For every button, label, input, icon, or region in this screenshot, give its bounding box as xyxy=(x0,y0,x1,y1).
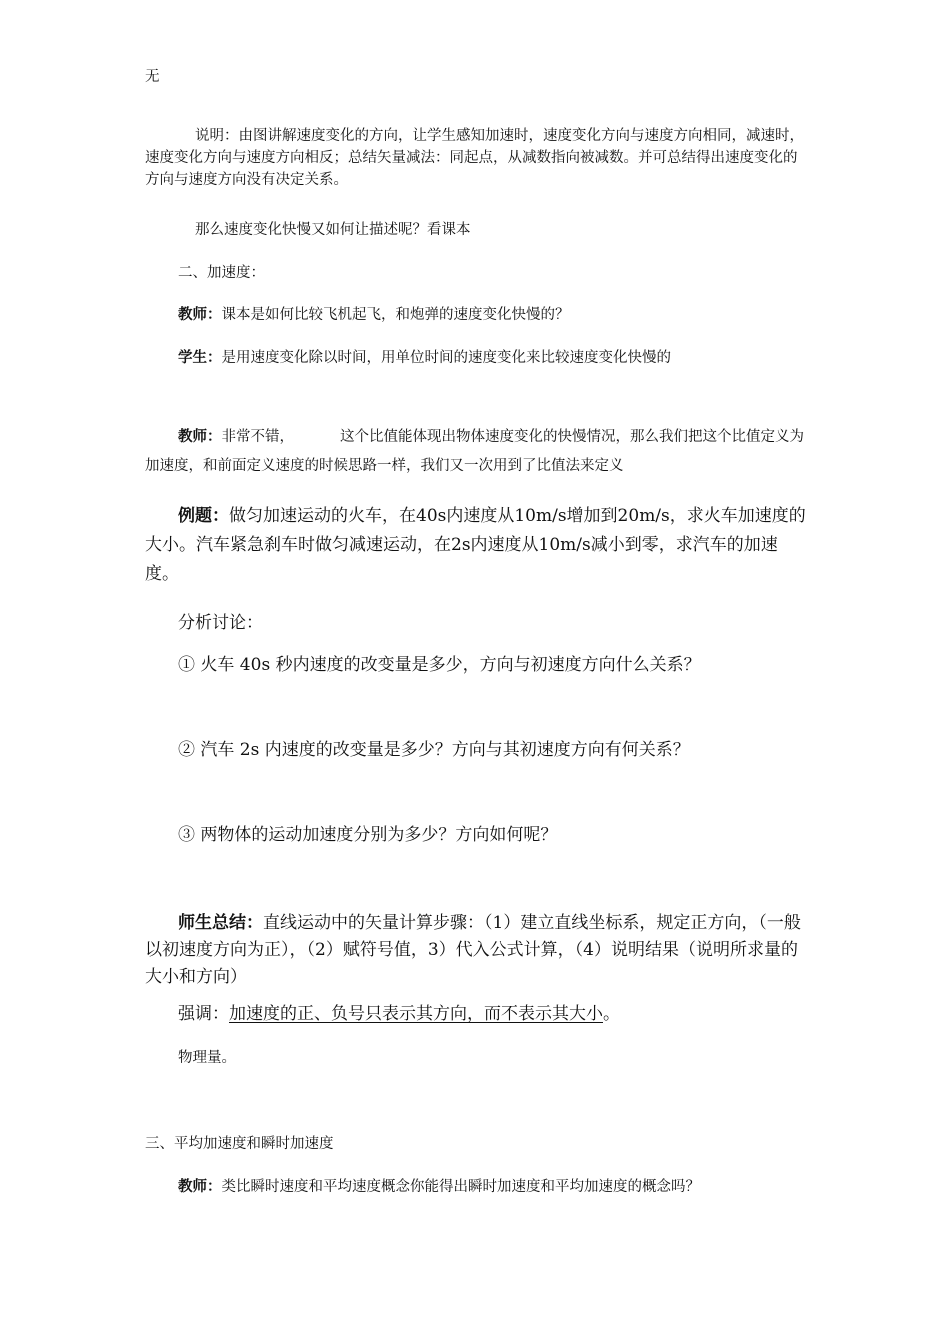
speaker-label: 教师： xyxy=(178,1178,222,1195)
emphasis-end: 。 xyxy=(603,1004,620,1024)
summary-label: 师生总结： xyxy=(178,913,263,933)
transition-question: 那么速度变化快慢又如何让描述呢？看课本 xyxy=(195,222,471,238)
summary-paragraph xyxy=(145,910,807,991)
speaker-label: 教师： xyxy=(178,306,222,323)
dialogue-text: 类比瞬时速度和平均速度概念你能得出瞬时加速度和平均加速度的概念吗？ xyxy=(221,1179,700,1195)
physics-quantity-text: 物理量。 xyxy=(178,1050,236,1066)
text-none: 无 xyxy=(145,69,160,85)
student-dialogue-1 xyxy=(145,347,807,369)
analysis-heading: 分析讨论： xyxy=(178,613,263,633)
summary-text: 直线运动中的矢量计算步骤：（1）建立直线坐标系，规定正方向，（一般以初速度方向为正），（2）赋符号值，3）代入公式计算，（4）说明结果（说明所求量的大小和方向） xyxy=(145,913,801,987)
teacher-dialogue-1 xyxy=(145,304,807,326)
teacher-dialogue-2 xyxy=(145,422,807,481)
dialogue-text-a: 非常不错， xyxy=(221,429,294,445)
emphasis-label: 强调： xyxy=(178,1004,229,1024)
explanation-paragraph: 说明：由图讲解速度变化的方向，让学生感知加速时，速度变化方向与速度方向相同，减速时，速度变化方向与速度方向相反；总结矢量减法：同起点，从减数指向被减数。并可总结得出速度变化的方向与速度方向没有决定关系。 xyxy=(145,128,804,188)
dialogue-text: 是用速度变化除以时间，用单位时间的速度变化来比较速度变化快慢的 xyxy=(221,350,671,366)
question-1: ① 火车 40s 秒内速度的改变量是多少，方向与初速度方向什么关系？ xyxy=(178,655,701,675)
emphasis-line xyxy=(145,1000,807,1029)
dialogue-text: 课本是如何比较飞机起飞，和炮弹的速度变化快慢的？ xyxy=(221,307,570,323)
example-problem xyxy=(145,502,807,589)
example-label: 例题： xyxy=(178,506,229,526)
section-heading-average-instantaneous: 三、平均加速度和瞬时加速度 xyxy=(145,1136,334,1152)
question-3: ③ 两物体的运动加速度分别为多少？方向如何呢？ xyxy=(178,825,558,845)
section-heading-acceleration: 二、加速度： xyxy=(178,265,265,281)
example-text: 做匀加速运动的火车，在40s内速度从10m/s增加到20m/s，求火车加速度的大小。汽车紧急刹车时做匀减速运动，在2s内速度从10m/s减小到零，求汽车的加速度。 xyxy=(145,506,806,584)
teacher-dialogue-3 xyxy=(145,1176,807,1198)
emphasis-underlined: 加速度的正、负号只表示其方向，而不表示其大小 xyxy=(229,1004,603,1024)
speaker-label: 学生： xyxy=(178,349,222,366)
question-2: ② 汽车 2s 内速度的改变量是多少？方向与其初速度方向有何关系？ xyxy=(178,740,690,760)
dialogue-text-b: 这个比值能体现出物体速度变化的快慢情况，那么我们把这个比值定义为加速度，和前面定义速度的时候思路一样，我们又一次用到了比值法来定义 xyxy=(145,429,804,474)
speaker-label: 教师： xyxy=(178,428,222,445)
